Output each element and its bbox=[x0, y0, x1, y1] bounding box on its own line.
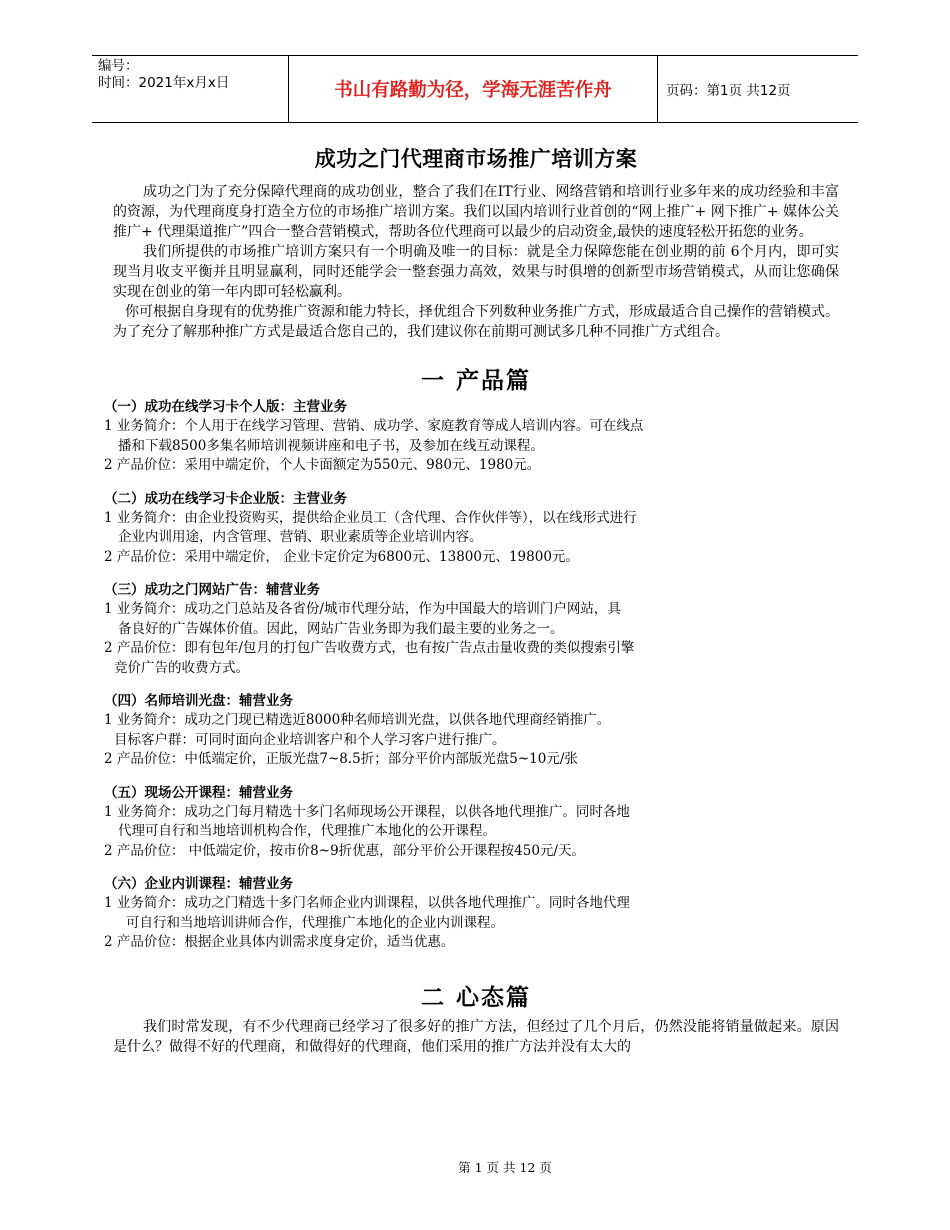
page-header bbox=[92, 55, 858, 123]
section-heading: （五）现场公开课程：辅营业务 bbox=[104, 784, 293, 801]
section-line: 播和下载8500多集名师培训视频讲座和电子书，及参加在线互动课程。 bbox=[118, 437, 544, 454]
section-line: 代理可自行和当地培训机构合作，代理推广本地化的公开课程。 bbox=[118, 823, 496, 839]
section-line: 2 产品价位：中低端定价，正版光盘7~8.5折；部分平价内部版光盘5~10元/张 bbox=[104, 751, 578, 767]
section-line: 2 产品价位：根据企业具体内训需求度身定价，适当优惠。 bbox=[104, 934, 455, 950]
section-line: 目标客户群：可同时面向企业培训客户和个人学习客户进行推广。 bbox=[114, 731, 506, 748]
header-page-number: 页码：第1页 共12页 bbox=[666, 83, 791, 99]
section-line: 备良好的广告媒体价值。因此，网站广告业务即为我们最主要的业务之一。 bbox=[118, 620, 564, 637]
section-heading: （一）成功在线学习卡个人版：主营业务 bbox=[104, 399, 347, 415]
document-body bbox=[104, 142, 839, 1057]
section-line: 2 产品价位：采用中端定价， 企业卡定价定为6800元、13800元、19800元。 bbox=[104, 548, 579, 565]
section-2 bbox=[104, 490, 839, 568]
header-time: 时间：2021年x月x日 bbox=[98, 75, 230, 91]
section-line: 1 业务简介：成功之门总站及各省份/城市代理分站，作为中国最大的培训门户网站，具 bbox=[104, 601, 621, 617]
section-line: 1 业务简介：个人用于在线学习管理、营销、成功学、家庭教育等成人培训内容。可在线点 bbox=[104, 418, 644, 434]
section-line: 2 产品价位：即有包年/包月的打包广告收费方式，也有按广告点击量收费的类似搜索引擎 bbox=[104, 640, 635, 656]
section-3 bbox=[104, 581, 839, 678]
intro-paragraph-3: 你可根据自身现有的优势推广资源和能力特长，择优组合下列数种业务推广方式，形成最适合自己操作的营销模式。为了充分了解那种推广方式是最适合您自己的，我们建议你在前期可测试多几种不同推广方式组合。 bbox=[113, 304, 839, 340]
section-line: 1 业务简介：成功之门现已精选近8000种名师培训光盘，以供各地代理商经销推广。 bbox=[104, 712, 611, 728]
section-4 bbox=[104, 692, 839, 770]
page-footer: 第 1 页 共 12 页 bbox=[458, 1160, 552, 1175]
header-meta bbox=[92, 56, 288, 122]
section-line: 企业内训用途，内含管理、营销、职业素质等企业培训内容。 bbox=[118, 529, 483, 545]
section-line: 竞价广告的收费方式。 bbox=[114, 659, 249, 676]
section-line: 1 业务简介：由企业投资购买，提供给企业员工（含代理、合作伙伴等），以在线形式进行 bbox=[104, 509, 637, 526]
intro-paragraph-2: 我们所提供的市场推广培训方案只有一个明确及唯一的目标：就是全力保障您能在创业期的前 6个月内，即可实现当月收支平衡并且明显赢利，同时还能学会一整套强力高效，效果与时俱增的创新型市场营销模式，从而让您确保实现在创业的第一年内即可轻松赢利。 bbox=[113, 244, 839, 300]
section-line: 2 产品价位：采用中端定价，个人卡面额定为550元、980元、1980元。 bbox=[104, 457, 541, 473]
part1-title: 一 产品篇 bbox=[420, 368, 531, 394]
intro-paragraph-1: 成功之门为了充分保障代理商的成功创业，整合了我们在IT行业、网络营销和培训行业多年来的成功经验和丰富的资源，为代理商度身打造全方位的市场推广培训方案。我们以国内培训行业首创的“网上推广+ 网下推广+ 媒体公关推广+ 代理渠道推广”四合一整合营销模式，帮助各位代理商可以最少的启动资金,最快的速度轻松开拓您的业务。 bbox=[113, 184, 839, 240]
section-heading: （四）名师培训光盘：辅营业务 bbox=[104, 693, 293, 709]
section-1 bbox=[104, 398, 839, 476]
section-line: 1 业务简介：成功之门每月精选十多门名师现场公开课程，以供各地代理推广。同时各地 bbox=[104, 803, 630, 820]
part2-paragraph: 我们时常发现，有不少代理商已经学习了很多好的推广方法，但经过了几个月后，仍然没能将销量做起来。原因是什么？做得不好的代理商，和做得好的代理商，他们采用的推广方法并没有太大的 bbox=[113, 1018, 839, 1055]
document-title: 成功之门代理商市场推广培训方案 bbox=[314, 147, 638, 171]
section-heading: （六）企业内训课程：辅营业务 bbox=[104, 876, 293, 892]
section-line: 2 产品价位： 中低端定价，按市价8~9折优惠，部分平价公开课程按450元/天。 bbox=[104, 842, 585, 859]
header-motto: 书山有路勤为径，学海无涯苦作舟 bbox=[288, 56, 658, 122]
section-line: 1 业务简介：成功之门精选十多门名师企业内训课程，以供各地代理推广。同时各地代理 bbox=[104, 895, 630, 911]
section-6 bbox=[104, 875, 839, 953]
header-number: 编号： bbox=[98, 58, 139, 74]
section-heading: （三）成功之门网站广告：辅营业务 bbox=[104, 582, 320, 598]
section-heading: （二）成功在线学习卡企业版：主营业务 bbox=[104, 490, 347, 507]
part2-title: 二 心态篇 bbox=[420, 984, 531, 1011]
section-line: 可自行和当地培训讲师合作，代理推广本地化的企业内训课程。 bbox=[126, 914, 504, 931]
section-5 bbox=[104, 784, 839, 862]
